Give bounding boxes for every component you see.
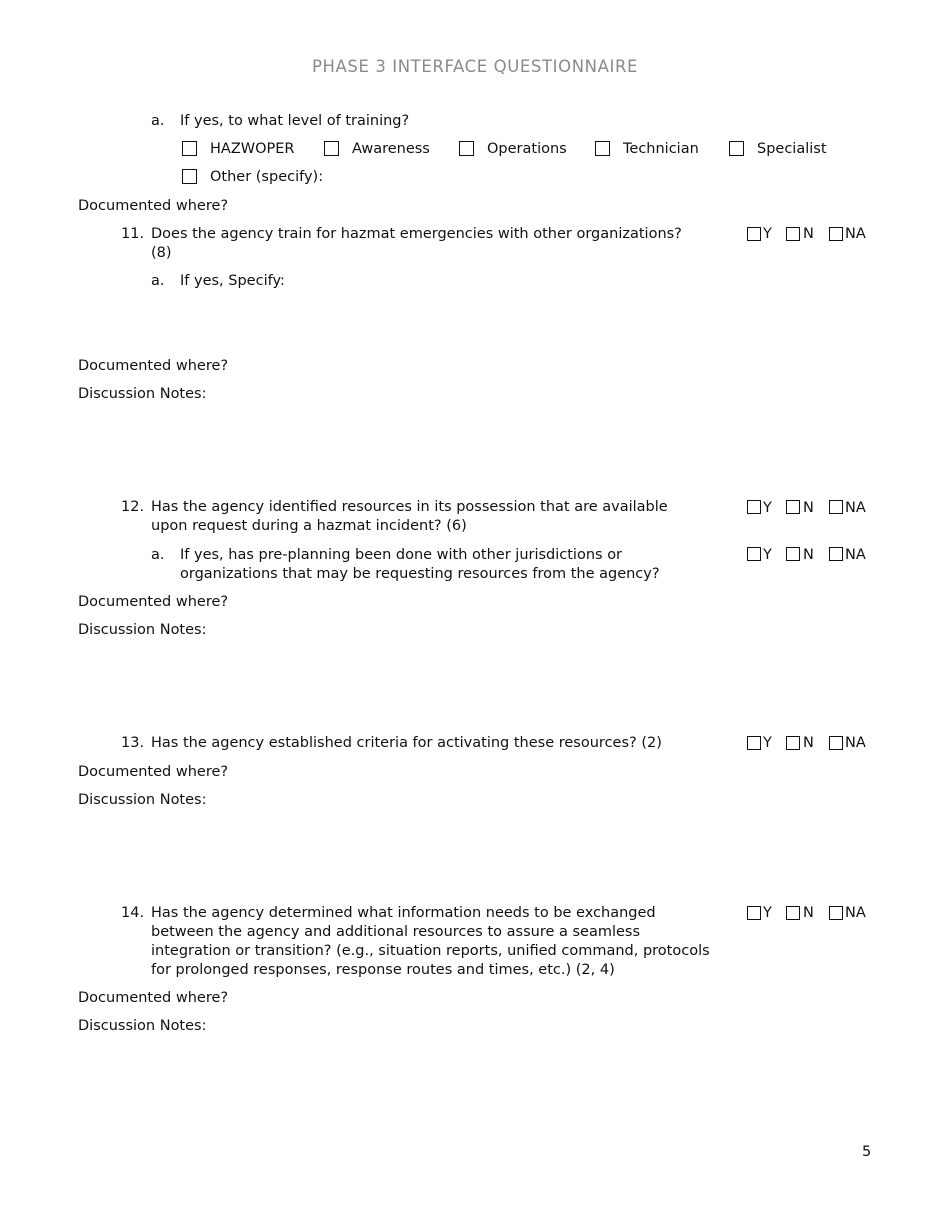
q11-na-label: NA (845, 226, 866, 242)
q14-na-label: NA (845, 905, 866, 921)
option-hazwoper-label: HAZWOPER (210, 141, 295, 157)
q14-text-line4: for prolonged responses, response routes and times, etc.) (2, 4) (151, 962, 615, 978)
q14-na-checkbox[interactable] (829, 906, 843, 920)
q12a-text-line1: If yes, has pre-planning been done with other jurisdictions or (180, 547, 623, 563)
q11-na-checkbox[interactable] (829, 227, 843, 241)
discussion-notes-label: Discussion Notes: (78, 792, 207, 808)
checkbox-technician[interactable] (595, 141, 610, 156)
q12-y-label: Y (763, 500, 772, 516)
q12a-na-label: NA (845, 547, 866, 563)
documented-where-label: Documented where? (78, 198, 229, 214)
q14-n-checkbox[interactable] (786, 906, 800, 920)
q11-text-line2: (8) (151, 245, 172, 261)
q12-na-label: NA (845, 500, 866, 516)
q13-text: Has the agency established criteria for activating these resources? (2) (151, 735, 662, 751)
q12-na-checkbox[interactable] (829, 500, 843, 514)
q12-number: 12. (121, 499, 145, 515)
page-header: PHASE 3 INTERFACE QUESTIONNAIRE (311, 57, 639, 76)
checkbox-specialist[interactable] (729, 141, 744, 156)
q14-text-line1: Has the agency determined what information needs to be exchanged (151, 905, 656, 921)
q12a-marker: a. (151, 547, 165, 563)
discussion-notes-label: Discussion Notes: (78, 386, 207, 402)
q12a-text-line2: organizations that may be requesting resources from the agency? (180, 566, 660, 582)
q11-text-line1: Does the agency train for hazmat emergencies with other organizations? (151, 226, 682, 242)
q14-y-label: Y (763, 905, 772, 921)
q11-n-checkbox[interactable] (786, 227, 800, 241)
q10a-marker: a. (151, 113, 165, 129)
option-other-label: Other (specify): (210, 169, 324, 185)
q12a-na-checkbox[interactable] (829, 547, 843, 561)
q14-n-label: N (803, 905, 814, 921)
q12-n-checkbox[interactable] (786, 500, 800, 514)
q13-y-checkbox[interactable] (747, 736, 761, 750)
q13-n-label: N (803, 735, 814, 751)
option-operations-label: Operations (487, 141, 567, 157)
discussion-notes-label: Discussion Notes: (78, 1018, 207, 1034)
documented-where-label: Documented where? (78, 764, 229, 780)
option-specialist-label: Specialist (757, 141, 827, 157)
q11-number: 11. (121, 226, 145, 242)
q12a-y-checkbox[interactable] (747, 547, 761, 561)
discussion-notes-label: Discussion Notes: (78, 622, 207, 638)
documented-where-label: Documented where? (78, 594, 229, 610)
q11-y-checkbox[interactable] (747, 227, 761, 241)
documented-where-label: Documented where? (78, 990, 229, 1006)
q13-na-checkbox[interactable] (829, 736, 843, 750)
checkbox-hazwoper[interactable] (182, 141, 197, 156)
q11a-marker: a. (151, 273, 165, 289)
page-number: 5 (862, 1144, 872, 1160)
checkbox-awareness[interactable] (324, 141, 339, 156)
q11-y-label: Y (763, 226, 772, 242)
q13-n-checkbox[interactable] (786, 736, 800, 750)
checkbox-operations[interactable] (459, 141, 474, 156)
q13-number: 13. (121, 735, 145, 751)
q14-y-checkbox[interactable] (747, 906, 761, 920)
q12-y-checkbox[interactable] (747, 500, 761, 514)
q14-text-line2: between the agency and additional resources to assure a seamless (151, 924, 641, 940)
q13-y-label: Y (763, 735, 772, 751)
q11-n-label: N (803, 226, 814, 242)
checkbox-other[interactable] (182, 169, 197, 184)
q10a-text: If yes, to what level of training? (180, 113, 410, 129)
option-technician-label: Technician (623, 141, 699, 157)
q14-number: 14. (121, 905, 145, 921)
q12a-n-checkbox[interactable] (786, 547, 800, 561)
q12-text-line1: Has the agency identified resources in its possession that are available (151, 499, 668, 515)
q13-na-label: NA (845, 735, 866, 751)
documented-where-label: Documented where? (78, 358, 229, 374)
q12-n-label: N (803, 500, 814, 516)
q12a-y-label: Y (763, 547, 772, 563)
q11a-text: If yes, Specify: (180, 273, 285, 289)
option-awareness-label: Awareness (352, 141, 430, 157)
q12a-n-label: N (803, 547, 814, 563)
q14-text-line3: integration or transition? (e.g., situation reports, unified command, protocols (151, 943, 710, 959)
q12-text-line2: upon request during a hazmat incident? (6) (151, 518, 467, 534)
